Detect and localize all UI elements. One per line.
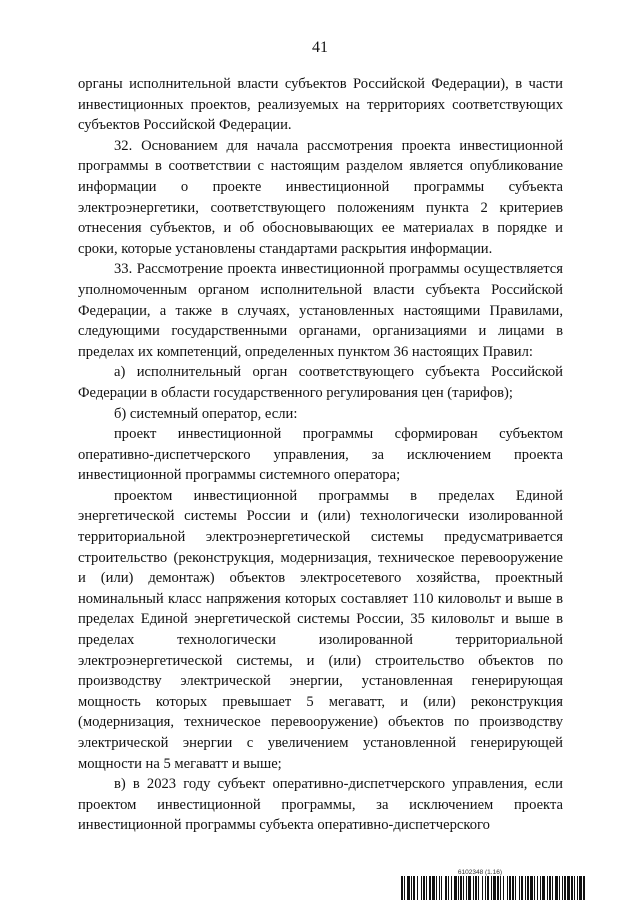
- paragraph-item-33: 33. Рассмотрение проекта инвестиционной программы осуществляется уполномоченным органом исполнительной власти субъекта Российской Федерации, а также в случаях, установленных настоящими Правилами, следующими государственными органами, организациями и лицами в пределах их компетенций, определенных пунктом 36 настоящих Правил:: [78, 261, 563, 360]
- document-body: [78, 74, 563, 836]
- subitem-b: б) системный оператор, если:: [114, 405, 298, 422]
- subitem-b-condition-1: проект инвестиционной программы сформирован субъектом оперативно-диспетчерского управления, за исключением проекта инвестиционной программы системного оператора;: [78, 426, 563, 484]
- document-code: 6102348 (1.16): [457, 869, 502, 876]
- barcode-gap: [585, 876, 586, 900]
- paragraph: органы исполнительной власти субъектов Российской Федерации), в части инвестиционных проектов, реализуемых на территориях соответствующих субъектов Российской Федерации.: [78, 76, 563, 134]
- subitem-v: в) в 2023 году субъект оперативно-диспетчерского управления, если проектом инвестиционной программы, за исключением проекта инвестиционной программы субъекта оперативно-диспетчерского: [78, 776, 563, 834]
- subitem-b-condition-2: проектом инвестиционной программы в пределах Единой энергетической системы России и (или) технологически изолированной территориальной электроэнергетической системы предусматривается строительство (реконструкция, модернизация, техническое перевооружение и (или) демонтаж) объектов электросетевого хозяйства, проектный номинальный класс напряжения которых составляет 110 киловольт и выше в пределах Единой энергетической системы России, 35 киловольт и выше в пределах технологически изолированной территориальной электроэнергетической системы, и (или) строительство объектов по производству электрической энергии, установленная генерирующая мощность которых превышает 5 мегаватт, и (или) реконструкция (модернизация, техническое перевооружение) объектов по производству электрической энергии с увеличением установленной генерирующей мощности на 5 мегаватт и выше;: [78, 487, 563, 772]
- page-number: 41: [312, 39, 328, 56]
- paragraph-item-32: 32. Основанием для начала рассмотрения проекта инвестиционной программы в соответствии с настоящим разделом является опубликование информации о проекте инвестиционной программы субъекта электроэнергетики, соответствующего положениям пункта 2 критериев отнесения субъектов, и об обосновывающих ее материалах в порядке и сроки, которые установлены стандартами раскрытия информации.: [78, 137, 563, 257]
- subitem-a: а) исполнительный орган соответствующего субъекта Российской Федерации в области государственного регулирования цен (тарифов);: [78, 364, 563, 401]
- barcode-image: [401, 876, 586, 900]
